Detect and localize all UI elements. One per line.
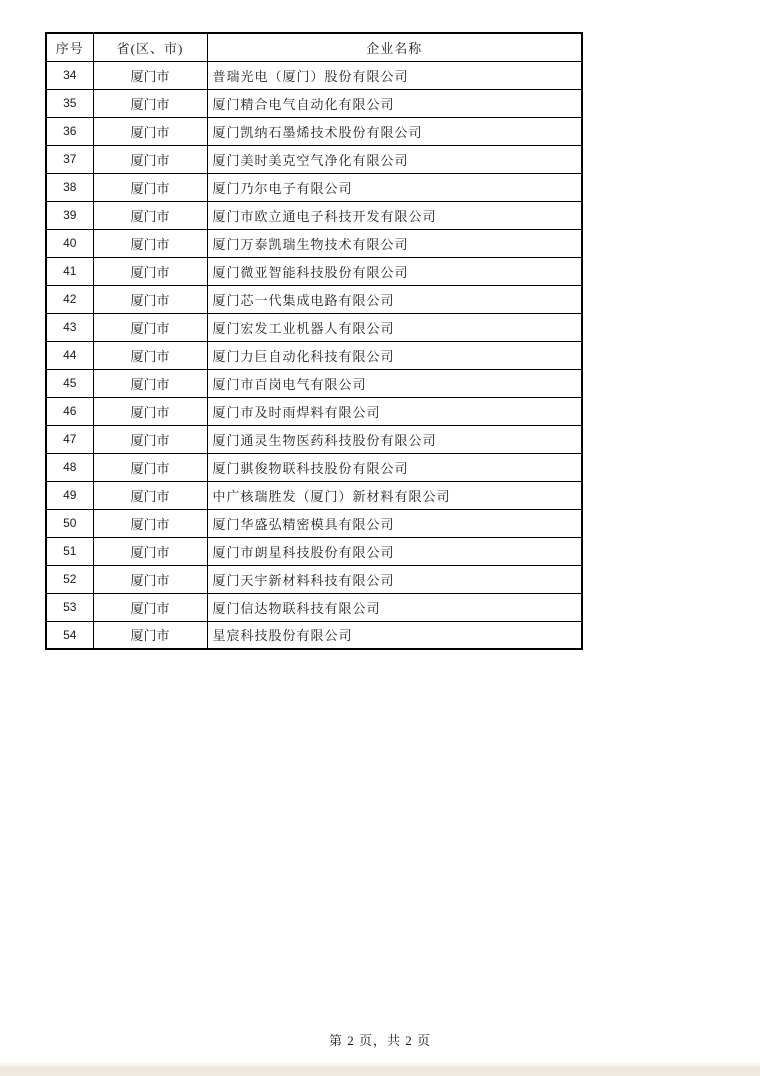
serial-cell: 45: [46, 369, 93, 397]
company-cell: 厦门乃尔电子有限公司: [207, 173, 582, 201]
region-cell: 厦门市: [93, 61, 207, 89]
region-cell: 厦门市: [93, 621, 207, 649]
table-row: [46, 621, 582, 649]
company-cell: 厦门凯纳石墨烯技术股份有限公司: [207, 117, 582, 145]
company-cell: 厦门信达物联科技有限公司: [207, 593, 582, 621]
region-cell: 厦门市: [93, 145, 207, 173]
table-row: [46, 313, 582, 341]
company-cell: 厦门力巨自动化科技有限公司: [207, 341, 582, 369]
table-row: [46, 257, 582, 285]
region-cell: 厦门市: [93, 257, 207, 285]
table-row: [46, 341, 582, 369]
page-indicator: 第 2 页，共 2 页: [328, 1033, 431, 1048]
region-cell: 厦门市: [93, 173, 207, 201]
region-cell: 厦门市: [93, 369, 207, 397]
table-row: [46, 173, 582, 201]
region-cell: 厦门市: [93, 341, 207, 369]
region-cell: 厦门市: [93, 201, 207, 229]
company-cell: 厦门微亚智能科技股份有限公司: [207, 257, 582, 285]
serial-cell: 50: [46, 509, 93, 537]
serial-cell: 38: [46, 173, 93, 201]
company-cell: 厦门精合电气自动化有限公司: [207, 89, 582, 117]
serial-cell: 51: [46, 537, 93, 565]
table-row: [46, 481, 582, 509]
region-cell: 厦门市: [93, 313, 207, 341]
table-row: [46, 369, 582, 397]
serial-cell: 43: [46, 313, 93, 341]
table-row: [46, 61, 582, 89]
serial-cell: 37: [46, 145, 93, 173]
col-header-company: 企业名称: [207, 33, 582, 61]
company-cell: 中广核瑞胜发（厦门）新材料有限公司: [207, 481, 582, 509]
region-cell: 厦门市: [93, 453, 207, 481]
company-cell: 厦门市及时雨焊料有限公司: [207, 397, 582, 425]
serial-cell: 41: [46, 257, 93, 285]
table-row: [46, 285, 582, 313]
region-cell: 厦门市: [93, 565, 207, 593]
table-row: [46, 509, 582, 537]
serial-cell: 40: [46, 229, 93, 257]
region-cell: 厦门市: [93, 593, 207, 621]
table-row: [46, 593, 582, 621]
companies-table: [45, 32, 583, 650]
table-row: [46, 537, 582, 565]
col-header-region: 省(区、市): [93, 33, 207, 61]
company-cell: 厦门通灵生物医药科技股份有限公司: [207, 425, 582, 453]
page-bottom-edge: [0, 1063, 760, 1076]
table-row: [46, 397, 582, 425]
serial-cell: 49: [46, 481, 93, 509]
region-cell: 厦门市: [93, 117, 207, 145]
company-cell: 厦门万泰凯瑞生物技术有限公司: [207, 229, 582, 257]
serial-cell: 35: [46, 89, 93, 117]
serial-cell: 36: [46, 117, 93, 145]
table-row: [46, 565, 582, 593]
serial-cell: 34: [46, 61, 93, 89]
table-row: [46, 89, 582, 117]
table-header-row: [46, 33, 582, 61]
company-cell: 厦门市欧立通电子科技开发有限公司: [207, 201, 582, 229]
region-cell: 厦门市: [93, 397, 207, 425]
table-row: [46, 425, 582, 453]
serial-cell: 52: [46, 565, 93, 593]
serial-cell: 44: [46, 341, 93, 369]
col-header-serial: 序号: [46, 33, 93, 61]
serial-cell: 54: [46, 621, 93, 649]
company-cell: 厦门天宇新材料科技有限公司: [207, 565, 582, 593]
table-row: [46, 201, 582, 229]
company-cell: 厦门宏发工业机器人有限公司: [207, 313, 582, 341]
table-row: [46, 229, 582, 257]
region-cell: 厦门市: [93, 425, 207, 453]
table-row: [46, 453, 582, 481]
company-cell: 星宸科技股份有限公司: [207, 621, 582, 649]
region-cell: 厦门市: [93, 285, 207, 313]
company-cell: 厦门市朗星科技股份有限公司: [207, 537, 582, 565]
serial-cell: 48: [46, 453, 93, 481]
serial-cell: 47: [46, 425, 93, 453]
company-cell: 厦门华盛弘精密模具有限公司: [207, 509, 582, 537]
company-cell: 厦门骐俊物联科技股份有限公司: [207, 453, 582, 481]
serial-cell: 42: [46, 285, 93, 313]
region-cell: 厦门市: [93, 481, 207, 509]
company-cell: 普瑞光电（厦门）股份有限公司: [207, 61, 582, 89]
serial-cell: 53: [46, 593, 93, 621]
region-cell: 厦门市: [93, 509, 207, 537]
region-cell: 厦门市: [93, 89, 207, 117]
serial-cell: 39: [46, 201, 93, 229]
region-cell: 厦门市: [93, 229, 207, 257]
region-cell: 厦门市: [93, 537, 207, 565]
table-row: [46, 117, 582, 145]
company-cell: 厦门美时美克空气净化有限公司: [207, 145, 582, 173]
company-cell: 厦门市百岗电气有限公司: [207, 369, 582, 397]
table-row: [46, 145, 582, 173]
company-cell: 厦门芯一代集成电路有限公司: [207, 285, 582, 313]
serial-cell: 46: [46, 397, 93, 425]
